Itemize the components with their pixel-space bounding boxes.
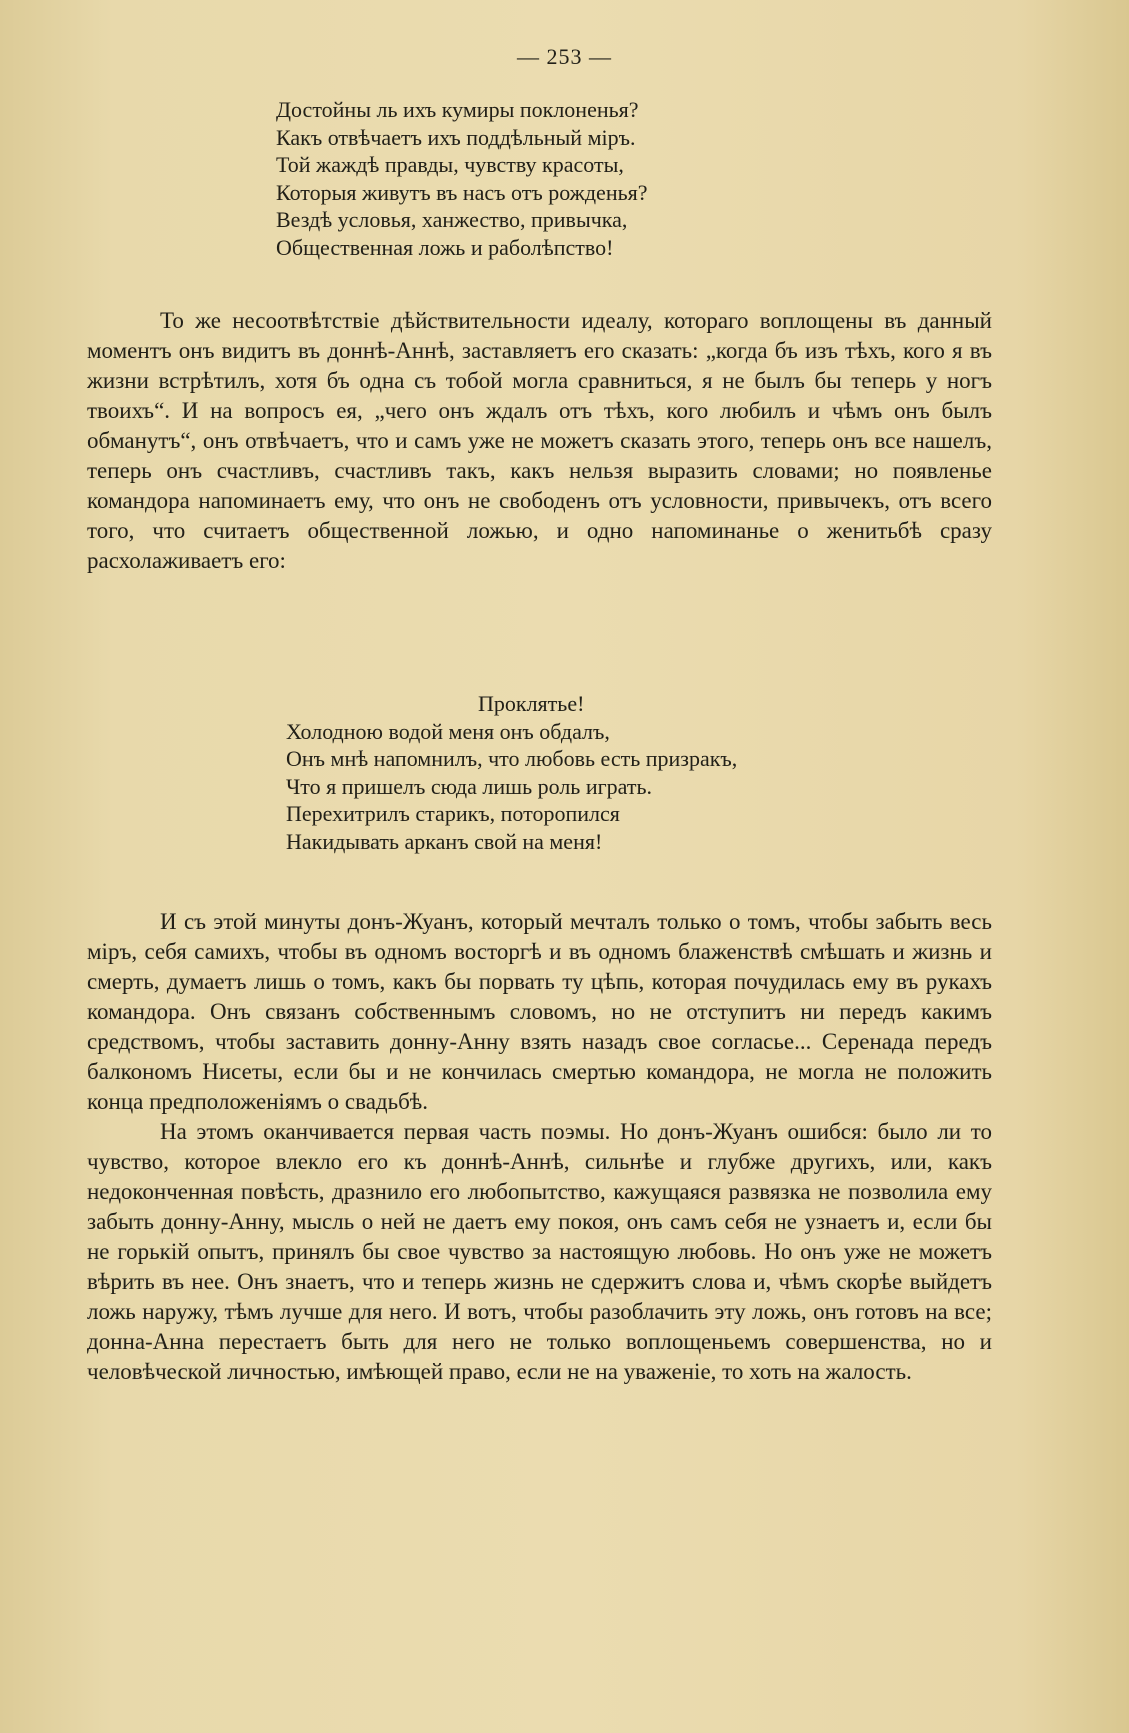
verse-line: Перехитрилъ старикъ, поторопился (286, 801, 620, 826)
verse-line: Той жаждѣ правды, чувству красоты, (276, 152, 624, 177)
prose-block-2 (87, 907, 992, 1387)
verse-line: Холодною водой меня онъ обдалъ, (286, 718, 610, 744)
prose-block-1 (87, 306, 992, 576)
verse-line: Накидывать арканъ свой на меня! (286, 828, 603, 854)
verse-quote-1 (276, 96, 648, 261)
paragraph: И съ этой минуты донъ-Жуанъ, который мечталъ только о томъ, чтобы забыть весь міръ, себя самихъ, чтобы въ одномъ восторгѣ и въ одномъ блаженствѣ смѣшать и жизнь и смерть, думаетъ лишь о томъ, какъ бы порвать ту цѣпь, которая почудилась ему въ рукахъ командора. Онъ связанъ собственнымъ словомъ, но не отступитъ ни передъ какимъ средствомъ, чтобы заставить донну-Анну взять назадъ свое согласье... Серенада передъ балкономъ Нисеты, если бы и не кончилась смертью командора, не могла не положить конца предположеніямъ о свадьбѣ. (87, 909, 992, 1114)
verse-quote-2 (286, 690, 737, 855)
paragraph: На этомъ оканчивается первая часть поэмы. Но донъ-Жуанъ ошибся: было ли то чувство, которое влекло его къ доннѣ-Аннѣ, сильнѣе и глубже другихъ, или, какъ недоконченная повѣсть, дразнило его любопытство, кажущаяся развязка не позволила ему забыть донну-Анну, мысль о ней не даетъ ему покоя, онъ самъ себя не узнаетъ и, если бы не горькій опытъ, принялъ бы свое чувство за настоящую любовь. Но онъ уже не можетъ вѣрить въ нее. Онъ знаетъ, что и теперь жизнь не сдержитъ слова и, чѣмъ скорѣе выйдетъ ложь наружу, тѣмъ лучше для него. И вотъ, чтобы разоблачить эту ложь, онъ готовъ на все; донна-Анна перестаетъ быть для него не только воплощеньемъ совершенства, но и человѣческой личностью, имѣющей право, если не на уваженіе, то хоть на жалость. (87, 1119, 992, 1384)
verse-line: Что я пришелъ сюда лишь роль играть. (286, 773, 652, 799)
page-number: — 253 — (517, 44, 612, 69)
verse-line: Онъ мнѣ напомнилъ, что любовь есть призракъ, (286, 746, 738, 771)
verse-line: Какъ отвѣчаетъ ихъ поддѣльный міръ. (276, 124, 636, 150)
verse-line: Достойны ль ихъ кумиры поклоненья? (276, 97, 639, 122)
paragraph: То же несоотвѣтствіе дѣйствительности идеалу, котораго воплощены въ данный моментъ онъ видитъ въ доннѣ-Аннѣ, заставляетъ его сказать: „когда бъ изъ тѣхъ, кого я въ жизни встрѣтилъ, хотя бъ одна съ тобой могла сравниться, я не былъ бы теперь у ногъ твоихъ“. И на вопросъ ея, „чего онъ ждалъ отъ тѣхъ, кого любилъ и чѣмъ онъ былъ обманутъ“, онъ отвѣчаетъ, что и самъ уже не можетъ сказать этого, теперь онъ все нашелъ, теперь онъ счастливъ, счастливъ такъ, какъ нельзя выразить словами; но появленье командора напоминаетъ ему, что онъ не свободенъ отъ условности, привычекъ, отъ всего того, что считаетъ общественной ложью, и одно напоминанье о женитьбѣ сразу расхолаживаетъ его: (87, 308, 992, 573)
verse-line: Которыя живутъ въ насъ отъ рожденья? (276, 179, 648, 205)
verse-line: Проклятье! (478, 691, 585, 716)
verse-line: Общественная ложь и раболѣпство! (276, 234, 614, 260)
verse-line: Вездѣ условья, ханжество, привычка, (276, 207, 628, 232)
